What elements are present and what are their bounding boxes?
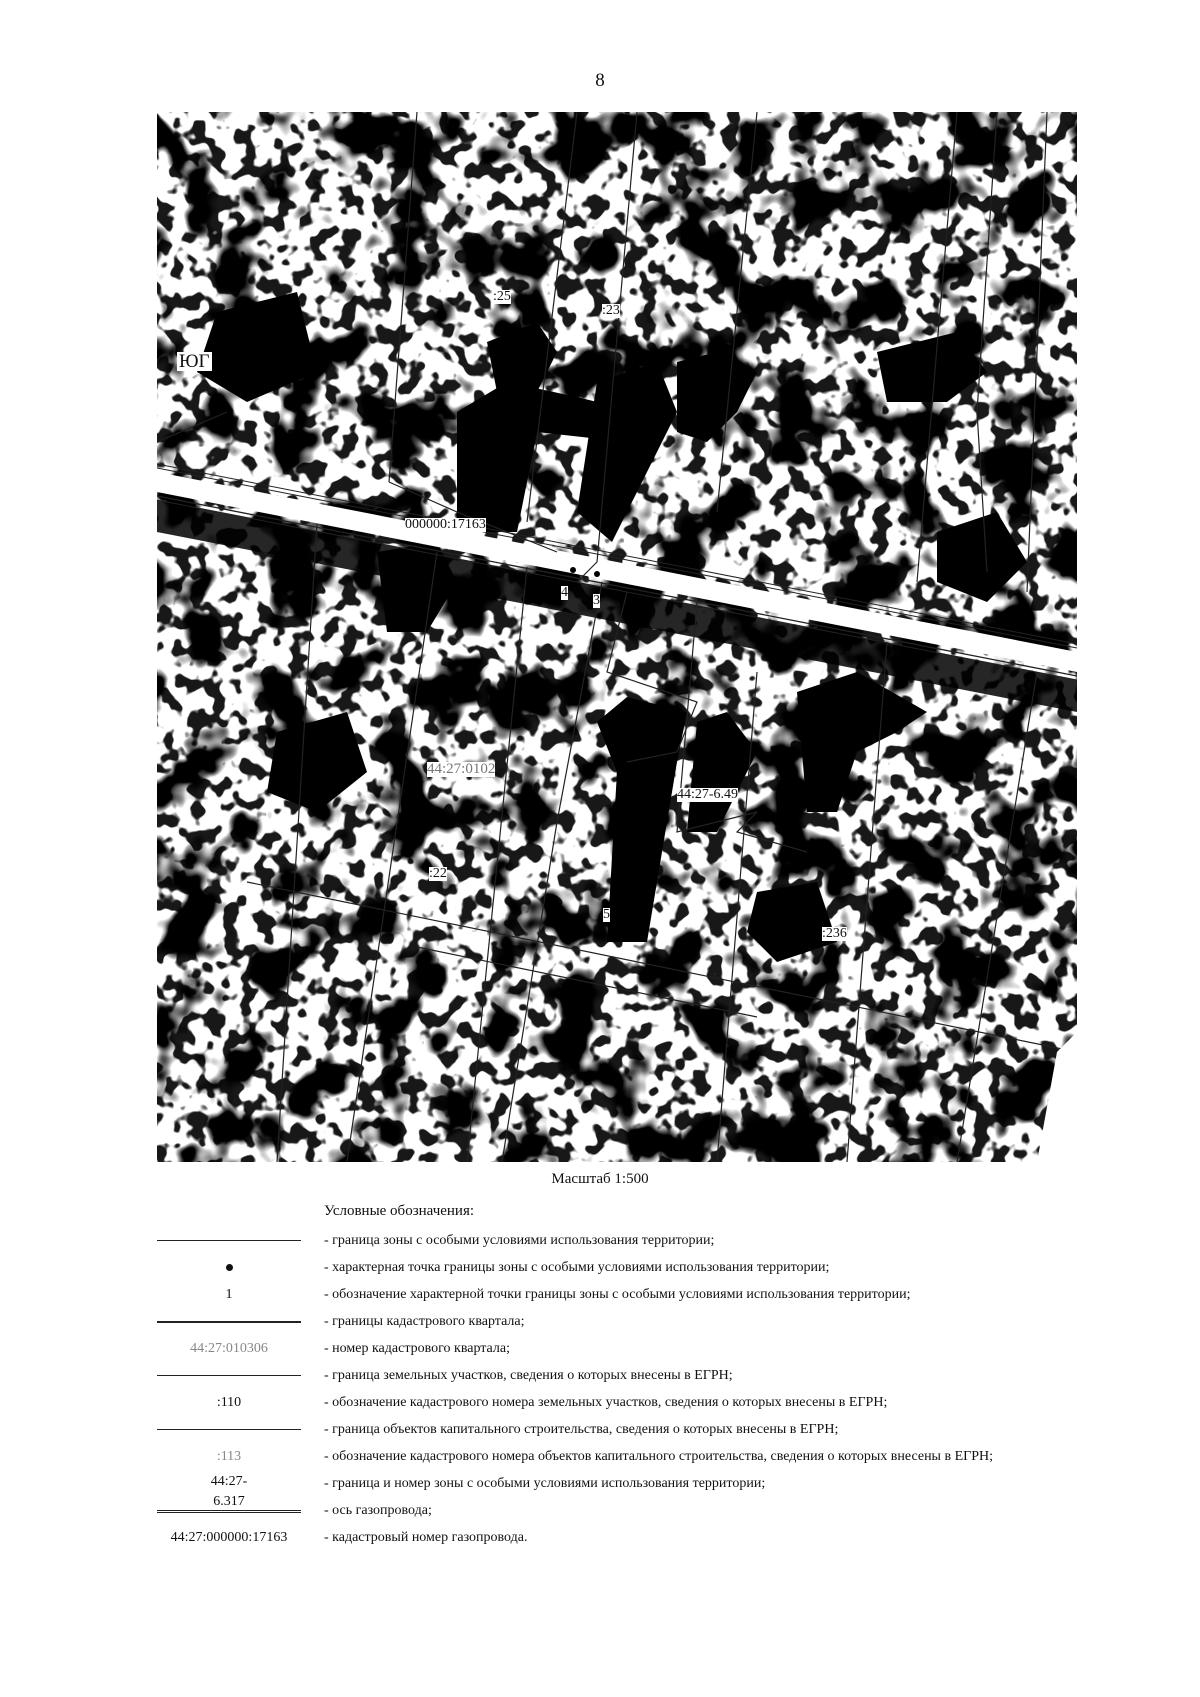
legend-symbol-point-dot — [157, 1256, 301, 1280]
legend-row-gas-axis — [157, 1499, 1097, 1523]
label-point-3: 3 — [593, 593, 600, 608]
legend-symbol-point-number: 1 — [225, 1287, 233, 1302]
map-scale: Масштаб 1:500 — [551, 1171, 649, 1187]
legend-symbol-building-boundary — [157, 1418, 301, 1442]
legend-symbol-building-number: :113 — [216, 1449, 242, 1464]
legend-text: - ось газопровода; — [324, 1503, 432, 1518]
legend-text: - кадастровый номер газопровода. — [324, 1530, 528, 1545]
legend-text: - границы кадастрового квартала; — [324, 1314, 525, 1329]
legend-row-quarter-number — [157, 1337, 1097, 1361]
legend-text: - граница зоны с особыми условиями использования территории; — [324, 1233, 715, 1248]
legend-row-building-number — [157, 1445, 1097, 1469]
dot-icon — [226, 1264, 233, 1271]
label-cadastral-quarter: 44:27:0102 — [427, 761, 496, 777]
label-point-4: 4 — [561, 585, 568, 600]
boundary-point-3 — [594, 571, 600, 577]
page-number: 8 — [595, 70, 605, 91]
label-parcel-22: :22 — [429, 866, 447, 881]
legend-text: - граница земельных участков, сведения о которых внесены в ЕГРН; — [324, 1368, 733, 1383]
label-point-5: 5 — [603, 907, 610, 922]
boundary-point-5 — [602, 899, 608, 905]
legend-text: - граница и номер зоны с особыми условиями использования территории; — [324, 1476, 766, 1491]
legend-row-point-label — [157, 1283, 1097, 1307]
legend-row-building-boundary — [157, 1418, 1097, 1442]
label-parcel-23: :23 — [602, 303, 620, 318]
legend-symbol-parcel-boundary — [157, 1364, 301, 1388]
boundary-point-4 — [570, 567, 576, 573]
legend-symbol-quarter-boundary — [157, 1310, 301, 1334]
aerial-photo-map — [157, 112, 1077, 1162]
legend-row-zone-boundary — [157, 1229, 1097, 1253]
legend-row-gas-number — [157, 1526, 1097, 1550]
label-parcel-25: :25 — [493, 289, 511, 304]
legend-text: - обозначение характерной точки границы зоны с особыми условиями использования территории; — [324, 1287, 911, 1302]
cadastral-map — [157, 112, 1077, 1162]
legend-symbol-zone-boundary — [157, 1229, 301, 1253]
label-gas-pipeline: 000000:17163 — [405, 517, 486, 532]
legend-text: - номер кадастрового квартала; — [324, 1341, 510, 1356]
label-zone-number: 44:27-6.49 — [677, 787, 739, 802]
legend-symbol-quarter-number: 44:27:010306 — [190, 1341, 268, 1356]
legend-symbol-parcel-number: :110 — [216, 1395, 242, 1410]
legend-row-parcel-number — [157, 1391, 1097, 1415]
legend-row-zone-number — [157, 1472, 1097, 1509]
legend-row-quarter-boundary — [157, 1310, 1097, 1334]
label-yug: ЮГ — [179, 351, 210, 372]
legend-text: - обозначение кадастрового номера объектов капитального строительства, сведения о которых внесены в ЕГРН; — [324, 1449, 994, 1464]
label-parcel-236: :236 — [822, 926, 847, 941]
legend-symbol-gas-axis — [157, 1499, 301, 1523]
zone-number-sample: 44:27-6.317 — [157, 1472, 301, 1513]
legend-symbol-gas-number: 44:27:000000:17163 — [170, 1530, 288, 1545]
legend-row-parcel-boundary — [157, 1364, 1097, 1388]
legend-symbol-zone-number — [157, 1472, 301, 1509]
legend-title: Условные обозначения: — [324, 1203, 475, 1219]
legend-row-boundary-point — [157, 1256, 1097, 1280]
legend-text: - характерная точка границы зоны с особыми условиями использования территории; — [324, 1260, 830, 1275]
legend-text: - обозначение кадастрового номера земельных участков, сведения о которых внесены в ЕГРН; — [324, 1395, 888, 1410]
legend-text: - граница объектов капитального строительства, сведения о которых внесены в ЕГРН; — [324, 1422, 839, 1437]
